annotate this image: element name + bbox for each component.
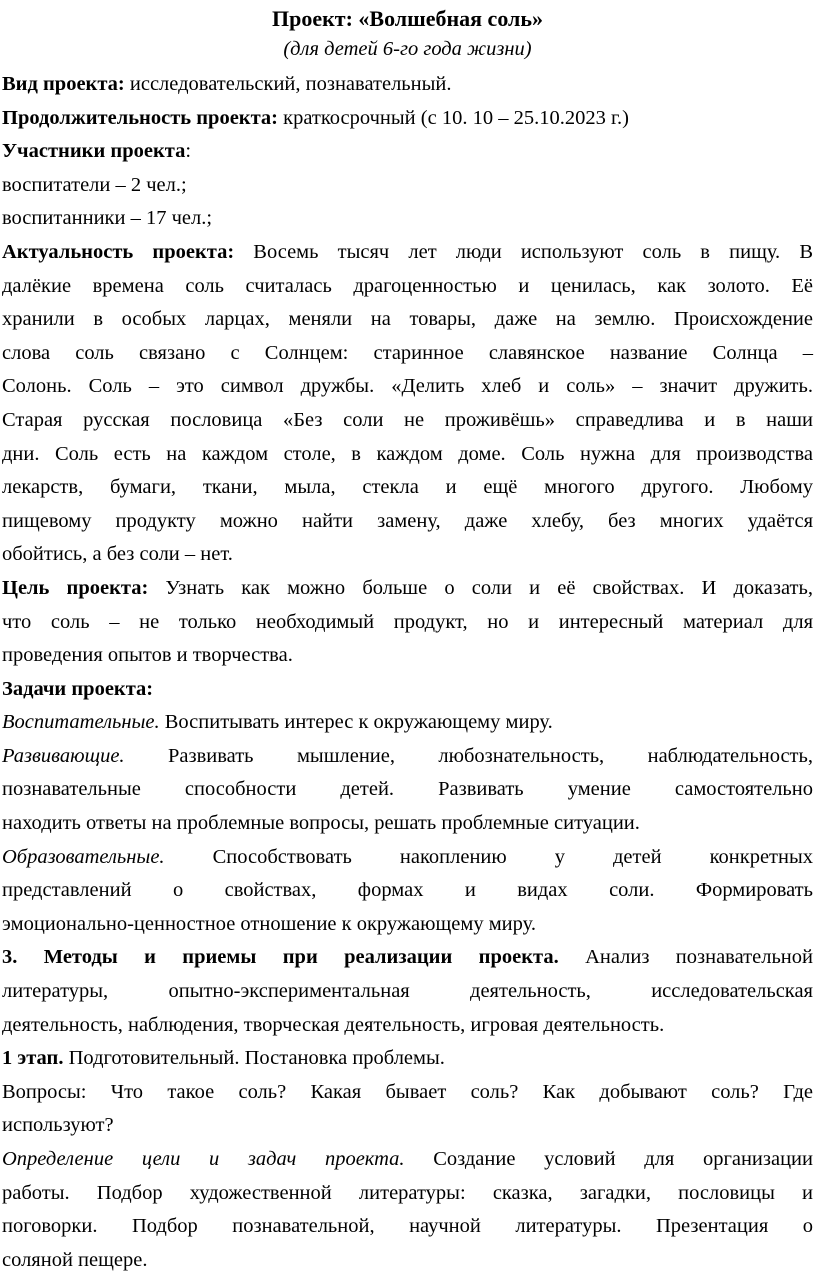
definition-label: Определение цели и задач проекта. [2, 1148, 405, 1170]
methods-text: Анализ познавательной [558, 946, 813, 969]
participants-heading [2, 135, 813, 169]
questions-line: Вопросы: Что такое соль? Какая бывает соль? Как добывают соль? Где [2, 1080, 813, 1103]
definition-line: работы. Подбор художественной литературы: сказка, загадки, пословицы и [2, 1181, 813, 1204]
goal-text: Узнать как можно больше о соли и её свойствах. И доказать, [148, 576, 813, 599]
goal-line: проведения опытов и творчества. [2, 644, 293, 667]
document-subtitle: (для детей 6-го года жизни) [283, 38, 532, 60]
goal-line: что соль – не только необходимый продукт, но и интересный материал для [2, 610, 813, 633]
tasks-educational [2, 706, 813, 740]
goal-label: Цель проекта: [2, 576, 149, 599]
relevance-line: слова соль связано с Солнцем: старинное славянское название Солнца – [2, 341, 813, 364]
relevance-text: Восемь тысяч лет люди используют соль в пищу. В [234, 240, 813, 263]
project-duration [2, 102, 813, 136]
tasks-learning-text: Способствовать накоплению у детей конкретных [164, 845, 813, 868]
project-duration-value: краткосрочный (с 10. 10 – 25.10.2023 г.) [278, 106, 629, 129]
methods-line: литературы, опытно-экспериментальная деятельность, исследовательская [2, 980, 813, 1003]
tasks-heading [2, 673, 813, 707]
document-title: Проект: «Волшебная соль» [271, 6, 543, 31]
definition-line: соляной пещере. [2, 1248, 148, 1271]
relevance-line: дни. Соль есть на каждом столе, в каждом доме. Соль нужна для производства [2, 442, 813, 465]
methods-line: деятельность, наблюдения, творческая деятельность, игровая деятельность. [2, 1013, 665, 1036]
relevance-line: лекарств, бумаги, ткани, мыла, стекла и ещё многого другого. Любому [2, 476, 813, 499]
tasks-label: Задачи проекта: [2, 677, 154, 700]
project-duration-label: Продолжительность проекта: [2, 106, 279, 129]
tasks-developing-line: познавательные способности детей. Развивать умение самостоятельно [2, 778, 813, 801]
tasks-developing-line: находить ответы на проблемные вопросы, решать проблемные ситуации. [2, 812, 640, 835]
tasks-learning-line [2, 841, 813, 875]
tasks-educational-label: Воспитательные. [2, 711, 160, 734]
tasks-learning-line: эмоционально-ценностное отношение к окружающему миру. [2, 912, 536, 935]
goal-line [2, 572, 813, 606]
relevance-line: пищевому продукту можно найти замену, даже хлебу, без многих удаётся [2, 509, 813, 532]
participants-item: воспитанники – 17 чел.; [2, 207, 213, 230]
definition-text: Создание условий для организации [404, 1148, 813, 1170]
definition-line: поговорки. Подбор познавательной, научной литературы. Презентация о [2, 1215, 813, 1238]
definition-line [2, 1143, 813, 1177]
relevance-line: далёкие времена соль считалась драгоценностью и ценилась, как золото. Её [2, 274, 813, 297]
participants-colon: : [185, 140, 192, 163]
tasks-developing-line [2, 740, 813, 774]
tasks-developing-text: Развивать мышление, любознательность, наблюдательность, [124, 744, 813, 767]
tasks-educational-text: Воспитывать интерес к окружающему миру. [159, 711, 553, 734]
relevance-line: Старая русская пословица «Без соли не проживёшь» справедлива и в наши [2, 408, 813, 431]
tasks-learning-label: Образовательные. [2, 845, 165, 868]
methods-label: 3. Методы и приемы при реализации проекта. [2, 946, 559, 969]
participants-item: воспитатели – 2 чел.; [2, 173, 187, 196]
project-type [2, 68, 813, 102]
participants-label: Участники проекта [2, 140, 186, 163]
tasks-learning-line: представлений о свойствах, формах и видах соли. Формировать [2, 879, 813, 902]
relevance-line: обойтись, а без соли – нет. [2, 543, 233, 566]
tasks-developing-label: Развивающие. [2, 744, 125, 767]
questions-line: используют? [2, 1114, 114, 1137]
relevance-label: Актуальность проекта: [2, 240, 235, 263]
stage1-line [2, 1042, 813, 1076]
relevance-line: Солонь. Соль – это символ дружбы. «Делить хлеб и соль» – значит дружить. [2, 375, 813, 398]
stage1-text: Подготовительный. Постановка проблемы. [63, 1047, 445, 1070]
relevance-line [2, 236, 813, 270]
stage1-label: 1 этап. [2, 1047, 64, 1070]
project-type-value: исследовательский, познавательный. [124, 73, 452, 95]
methods-line [2, 941, 813, 975]
project-type-label: Вид проекта: [2, 73, 125, 95]
relevance-line: хранили в особых ларцах, меняли на товары, даже на землю. Происхождение [2, 308, 813, 331]
